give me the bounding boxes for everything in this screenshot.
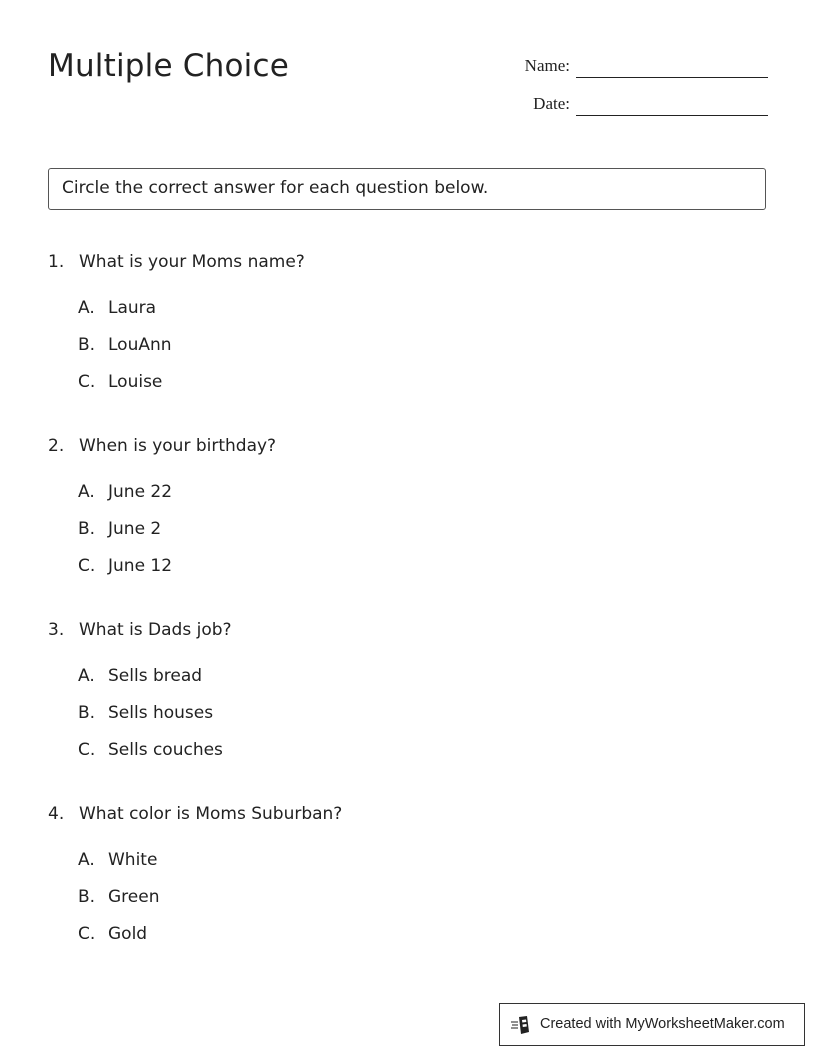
answer-option-c[interactable]	[48, 372, 748, 409]
footer-credit-badge[interactable]	[499, 1003, 805, 1046]
option-letter: C.	[78, 924, 96, 944]
answer-option-b[interactable]	[48, 335, 748, 372]
answer-option-a[interactable]	[48, 850, 748, 887]
option-letter: B.	[78, 519, 96, 539]
answer-options	[48, 482, 748, 593]
question-text: What color is Moms Suburban?	[79, 804, 343, 824]
option-text: White	[108, 850, 158, 870]
option-text: June 2	[108, 519, 162, 539]
option-letter: C.	[78, 372, 96, 392]
question-number: 3.	[48, 620, 65, 640]
option-text: Green	[108, 887, 160, 907]
worksheet-maker-logo-icon	[510, 1014, 532, 1036]
option-text: Sells bread	[108, 666, 203, 686]
date-label: Date:	[533, 94, 570, 113]
option-letter: C.	[78, 556, 96, 576]
answer-option-a[interactable]	[48, 298, 748, 335]
option-text: Sells houses	[108, 703, 214, 723]
option-letter: A.	[78, 298, 95, 318]
option-text: Sells couches	[108, 740, 223, 760]
option-letter: B.	[78, 887, 96, 907]
answer-option-c[interactable]	[48, 556, 748, 593]
option-text: June 12	[108, 556, 173, 576]
question-2	[48, 436, 748, 593]
answer-options	[48, 666, 748, 777]
answer-option-a[interactable]	[48, 482, 748, 519]
question-text: What is your Moms name?	[79, 252, 305, 272]
option-letter: B.	[78, 703, 96, 723]
question-4	[48, 804, 748, 961]
option-letter: A.	[78, 482, 95, 502]
option-text: Laura	[108, 298, 157, 318]
option-letter: C.	[78, 740, 96, 760]
instructions-text: Circle the correct answer for each question below.	[62, 178, 489, 198]
option-text: Louise	[108, 372, 163, 392]
answer-option-c[interactable]	[48, 740, 748, 777]
question-text: What is Dads job?	[79, 620, 232, 640]
option-text: Gold	[108, 924, 148, 944]
answer-option-a[interactable]	[48, 666, 748, 703]
answer-options	[48, 298, 748, 409]
date-field[interactable]	[500, 92, 768, 116]
answer-options	[48, 850, 748, 961]
question-number: 1.	[48, 252, 65, 272]
question-1	[48, 252, 748, 409]
answer-option-b[interactable]	[48, 519, 748, 556]
answer-option-b[interactable]	[48, 887, 748, 924]
answer-option-b[interactable]	[48, 703, 748, 740]
question-3	[48, 620, 748, 777]
option-text: June 22	[108, 482, 173, 502]
name-field[interactable]	[500, 54, 768, 78]
question-text: When is your birthday?	[79, 436, 277, 456]
name-label: Name:	[524, 56, 570, 75]
answer-option-c[interactable]	[48, 924, 748, 961]
question-number: 2.	[48, 436, 65, 456]
footer-credit-text: Created with MyWorksheetMaker.com	[540, 1016, 785, 1032]
question-number: 4.	[48, 804, 65, 824]
option-letter: A.	[78, 850, 95, 870]
option-text: LouAnn	[108, 335, 172, 355]
date-line[interactable]	[576, 115, 768, 116]
page-title: Multiple Choice	[48, 48, 289, 84]
option-letter: A.	[78, 666, 95, 686]
name-line[interactable]	[576, 77, 768, 78]
instructions-box	[48, 168, 766, 210]
option-letter: B.	[78, 335, 96, 355]
